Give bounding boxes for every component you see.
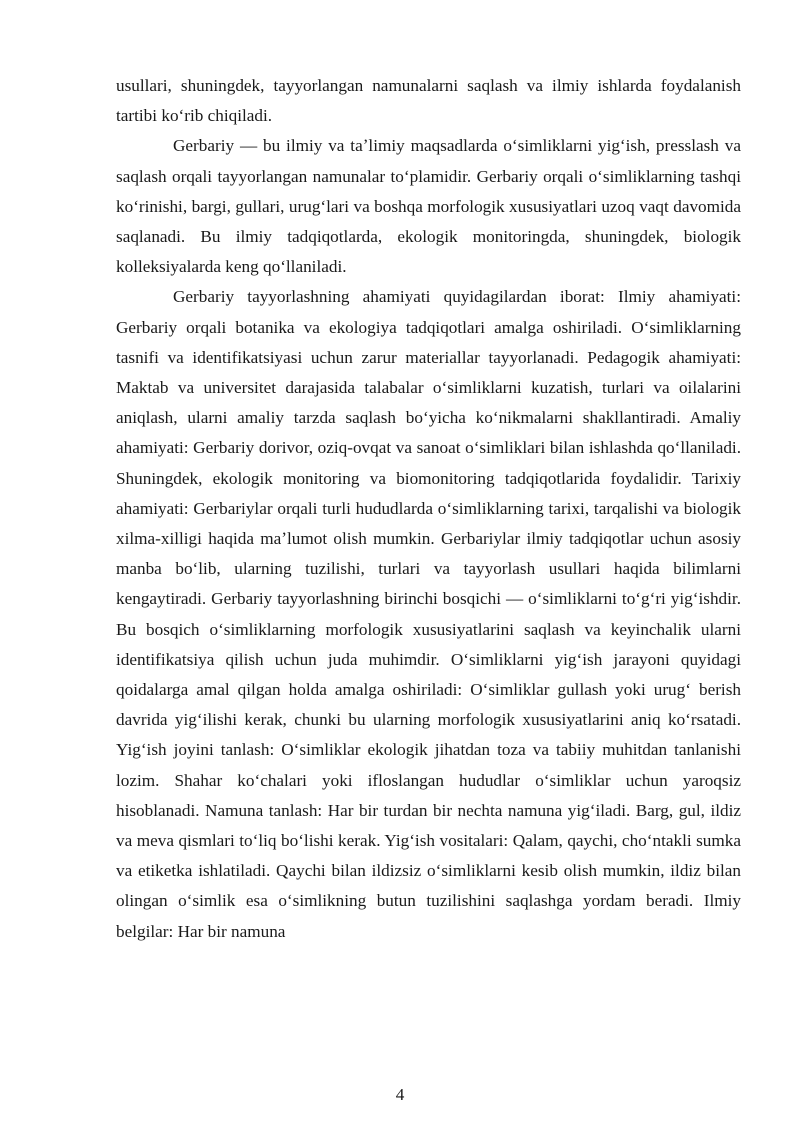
paragraph-herbarium-definition: Gerbariy — bu ilmiy va taʼlimiy maqsadlarda oʻsimliklarni yigʻish, presslash va saqlash orqali tayyorlangan namunalar toʻplamidir. Gerbariy orqali oʻsimliklarning tashqi koʻrinishi, bargi, gullari, urugʻlari va boshqa morfologik xususiyatlari uzoq vaqt davomida saqlanadi. Bu ilmiy tadqiqotlarda, ekologik monitoringda, shuningdek, biologik kolleksiyalarda keng qoʻllaniladi. — [116, 136, 741, 277]
paragraph-herbarium-importance: Gerbariy tayyorlashning ahamiyati quyidagilardan iborat: Ilmiy ahamiyati: Gerbariy orqali botanika va ekologiya tadqiqotlari amalga oshiriladi. Oʻsimliklarning tasnifi va identifikatsiyasi uchun zarur materiallar tayyorlanadi. Pedagogik ahamiyati: Maktab va universitet darajasida talabalar oʻsimliklarni kuzatish, turlari va oilalarini aniqlash, ularni amaliy tarzda saqlash boʻyicha koʻnikmalarni shakllantiradi. Amaliy ahamiyati: Gerbariy dorivor, oziq-ovqat va sanoat oʻsimliklari bilan ishlashda qoʻllaniladi. Shuningdek, ekologik monitoring va biomonitoring tadqiqotlarida foydalidir. Tarixiy ahamiyati: Gerbariylar orqali turli hududlarda oʻsimliklarning tarixi, tarqalishi va biologik xilma-xilligi haqida maʼlumot olish mumkin. Gerbariylar ilmiy tadqiqotlar uchun asosiy manba boʻlib, ularning tuzilishi, turlari va tayyorlash usullari haqida bilimlarni kengaytiradi. Gerbariy tayyorlashning birinchi bosqichi — oʻsimliklarni toʻgʻri yigʻishdir. Bu bosqich oʻsimliklarning morfologik xususiyatlarini saqlash va keyinchalik ularni identifikatsiya qilish uchun juda muhimdir. Oʻsimliklarni yigʻish jarayoni quyidagi qoidalarga amal qilgan holda amalga oshiriladi: Oʻsimliklar gullash yoki urugʻ berish davrida yigʻilishi kerak, chunki bu ularning morfologik xususiyatlarini aniq koʻrsatadi. Yigʻish joyini tanlash: Oʻsimliklar ekologik jihatdan toza va tabiiy muhitdan tanlanishi lozim. Shahar koʻchalari yoki ifloslangan hududlar oʻsimliklar uchun yaroqsiz hisoblanadi. Namuna tanlash: Har bir turdan bir nechta namuna yigʻiladi. Barg, gul, ildiz va meva qismlari toʻliq boʻlishi kerak. Yigʻish vositalari: Qalam, qaychi, choʻntakli sumka va etiketka ishlatiladi. Qaychi bilan ildizsiz oʻsimliklarni kesib olish mumkin, ildiz bilan olingan oʻsimlik esa oʻsimlikning butun tuzilishini saqlashga yordam beradi. Ilmiy belgilar: Har bir namuna — [116, 287, 741, 941]
document-page — [116, 71, 741, 947]
page-number: 4 — [395, 1085, 405, 1104]
paragraph-continuation: usullari, shuningdek, tayyorlangan namunalarni saqlash va ilmiy ishlarda foydalanish tartibi koʻrib chiqiladi. — [116, 76, 741, 126]
